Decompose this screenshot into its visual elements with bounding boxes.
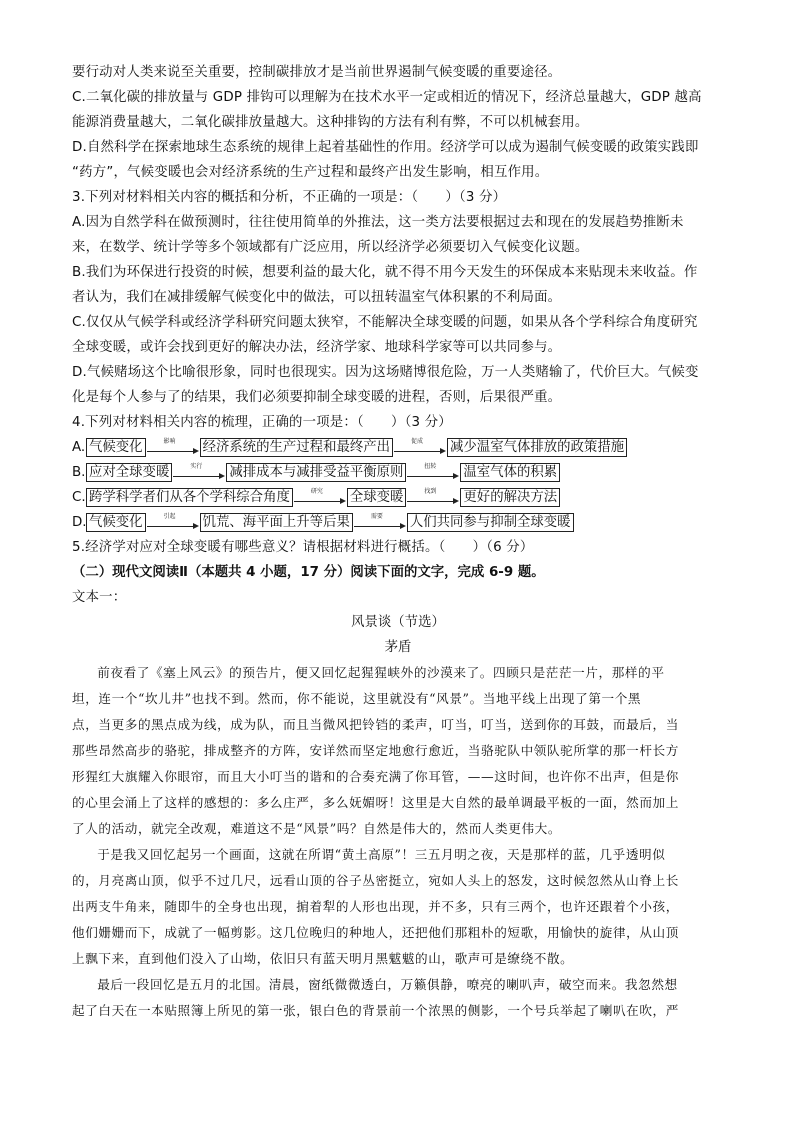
text-line: 能源消费量越大，二氧化碳排放量越大。这种排钩的方法有利有弊，不可以机械套用。 — [72, 115, 589, 130]
flow-box: 减少温室气体排放的政策措施 — [447, 438, 627, 457]
arrow-icon — [407, 487, 459, 505]
arrow-label: 影响 — [163, 437, 176, 445]
flow-box: 经济系统的生产过程和最终产出 — [200, 438, 393, 457]
flow-option — [72, 460, 724, 485]
question-block — [72, 60, 724, 435]
flow-box: 温室气体的积累 — [460, 463, 560, 482]
essay-line: 的心里会涌上了这样的感想的：多么庄严，多么妩媚呀！这里是大自然的最单调最平板的一面，然而加上 — [72, 795, 679, 810]
text-line: 要行动对人类来说至关重要，控制碳排放才是当前世界遏制气候变暖的重要途径。 — [72, 65, 562, 80]
text-label: 文本一： — [72, 590, 127, 605]
flow-box: 人们共同参与抑制全球变暖 — [407, 513, 574, 532]
arrow-label: 找到 — [424, 487, 437, 495]
flow-box: 气候变化 — [86, 513, 146, 532]
text-line: B.我们为环保进行投资的时候，想要利益的最大化，就不得不用今天发生的环保成本来贴现未来收益。作 — [72, 265, 698, 280]
text-line: 3.下列对材料相关内容的概括和分析，不正确的一项是：（ ）（3 分） — [72, 190, 507, 205]
arrow-icon — [354, 512, 406, 530]
option-letter: D. — [72, 515, 87, 530]
arrow-icon — [147, 437, 199, 455]
arrow-label: 扭转 — [424, 462, 437, 470]
flow-box: 更好的解决方法 — [460, 488, 560, 507]
option-flowcharts — [72, 435, 724, 535]
arrow-icon — [294, 487, 346, 505]
text-line: D.气候赌场这个比喻很形象，同时也很现实。因为这场赌博很危险，万一人类赌输了，代价巨大。气候变 — [72, 365, 699, 380]
essay-line: 的，月亮离山顶，似乎不过几尺，远看山顶的谷子丛密挺立，宛如人头上的怒发，这时候忽然从山脊上长 — [72, 873, 679, 888]
essay-title: 风景谈（节选） — [351, 615, 445, 630]
text-line: C.仅仅从气候学科或经济学科研究问题太狭窄，不能解决全球变暖的问题，如果从各个学科综合角度研究 — [72, 315, 698, 330]
arrow-icon — [394, 437, 446, 455]
question-5: 5.经济学对应对全球变暖有哪些意义？请根据材料进行概括。（ ）（6 分） — [72, 540, 534, 555]
text-line: A.因为自然学科在做预测时，往往使用简单的外推法，这一类方法要根据过去和现在的发展趋势推断未 — [72, 215, 684, 230]
flow-option — [72, 435, 724, 460]
essay-line: 最后一段回忆是五月的北国。清晨，窗纸微微透白，万籁俱静，嘹亮的喇叭声，破空而来。我忽然想 — [97, 977, 678, 992]
arrow-label: 研究 — [310, 487, 323, 495]
essay-line: 他们姗姗而下，成就了一幅剪影。这几位晚归的种地人，还把他们那粗朴的短歌，用愉快的旋律，从山顶 — [72, 925, 679, 940]
text-line: “药方”，气候变暖也会对经济系统的生产过程和最终产出发生影响，相互作用。 — [72, 165, 549, 180]
text-line: 来，在数学、统计学等多个领域都有广泛应用，所以经济学必须要切入气候变化议题。 — [72, 240, 589, 255]
essay-author: 茅盾 — [384, 640, 412, 655]
flow-box: 跨学科学者们从各个学科综合角度 — [86, 488, 293, 507]
text-line: D.自然科学在探索地球生态系统的规律上起着基础性的作用。经济学可以成为遏制气候变暖的政策实践即 — [72, 140, 699, 155]
essay-line: 出两支牛角来，随即牛的全身也出现，掮着犁的人形也出现，并不多，只有三两个，也许还跟着个小孩， — [72, 899, 679, 914]
flow-option — [72, 510, 724, 535]
section-heading: （二）现代文阅读Ⅱ（本题共 4 小题，17 分）阅读下面的文字，完成 6-9 题。 — [72, 565, 545, 580]
flow-box: 减排成本与减排受益平衡原则 — [226, 463, 406, 482]
document-page — [72, 60, 724, 1024]
arrow-label: 促成 — [411, 437, 424, 445]
essay-line: 坦，连一个“坎儿井”也找不到。然而，你不能说，这里就没有“风景”。当地平线上出现了第一个黑 — [72, 691, 642, 706]
essay-line: 那些昂然高步的骆驼，排成整齐的方阵，安详然而坚定地愈行愈近，当骆驼队中领队驼所掌的那一杆长方 — [72, 743, 679, 758]
flow-box: 全球变暖 — [347, 488, 407, 507]
flow-box: 应对全球变暖 — [86, 463, 172, 482]
essay-line: 起了白天在一本贴照簿上所见的第一张，银白色的背景前一个浓黑的侧影，一个号兵举起了喇叭在吹，严 — [72, 1003, 679, 1018]
essay-body — [72, 660, 724, 1024]
essay-line: 形猩红大旗耀入你眼帘，而且大小叮当的谐和的合奏充满了你耳管，——这时间，也许你不出声，但是你 — [72, 769, 679, 784]
essay-line: 于是我又回忆起另一个画面，这就在所谓“黄土高原”！三五月明之夜，天是那样的蓝，几乎透明似 — [97, 847, 666, 862]
text-line: 全球变暖，或许会找到更好的解决办法，经济学家、地球科学家等可以共同参与。 — [72, 340, 562, 355]
option-letter: B. — [72, 465, 86, 480]
option-letter: C. — [72, 490, 86, 505]
arrow-label: 需要 — [370, 512, 383, 520]
text-line: C.二氧化碳的排放量与 GDP 排钩可以理解为在技术水平一定或相近的情况下，经济总量越大，GDP 越高 — [72, 90, 702, 105]
essay-line: 前夜看了《塞上风云》的预告片，便又回忆起猩猩峡外的沙漠来了。四顾只是茫茫一片，那样的平 — [97, 665, 665, 680]
option-letter: A. — [72, 440, 86, 455]
text-line: 化是每个人参与了的结果，我们必须要抑制全球变暖的进程，否则，后果很严重。 — [72, 390, 562, 405]
essay-line: 上飘下来，直到他们没入了山坳，依旧只有蓝天明月黑魃魃的山，歌声可是缭绕不散。 — [72, 951, 574, 966]
flow-option — [72, 485, 724, 510]
arrow-icon — [173, 462, 225, 480]
text-line: 者认为，我们在减排缓解气候变化中的做法，可以扭转温室气体积累的不利局面。 — [72, 290, 562, 305]
essay-line: 了人的活动，就完全改观，难道这不是“风景”吗？自然是伟大的，然而人类更伟大。 — [72, 821, 562, 836]
arrow-icon — [147, 512, 199, 530]
arrow-label: 引起 — [163, 512, 176, 520]
flow-box: 气候变化 — [86, 438, 146, 457]
arrow-icon — [407, 462, 459, 480]
essay-line: 点，当更多的黑点成为线，成为队，而且当微风把铃铛的柔声，叮当，叮当，送到你的耳鼓，而最后，当 — [72, 717, 679, 732]
flow-box: 饥荒、海平面上升等后果 — [200, 513, 353, 532]
text-line: 4.下列对材料相关内容的梳理，正确的一项是：（ ）（3 分） — [72, 415, 452, 430]
arrow-label: 实行 — [190, 462, 203, 470]
